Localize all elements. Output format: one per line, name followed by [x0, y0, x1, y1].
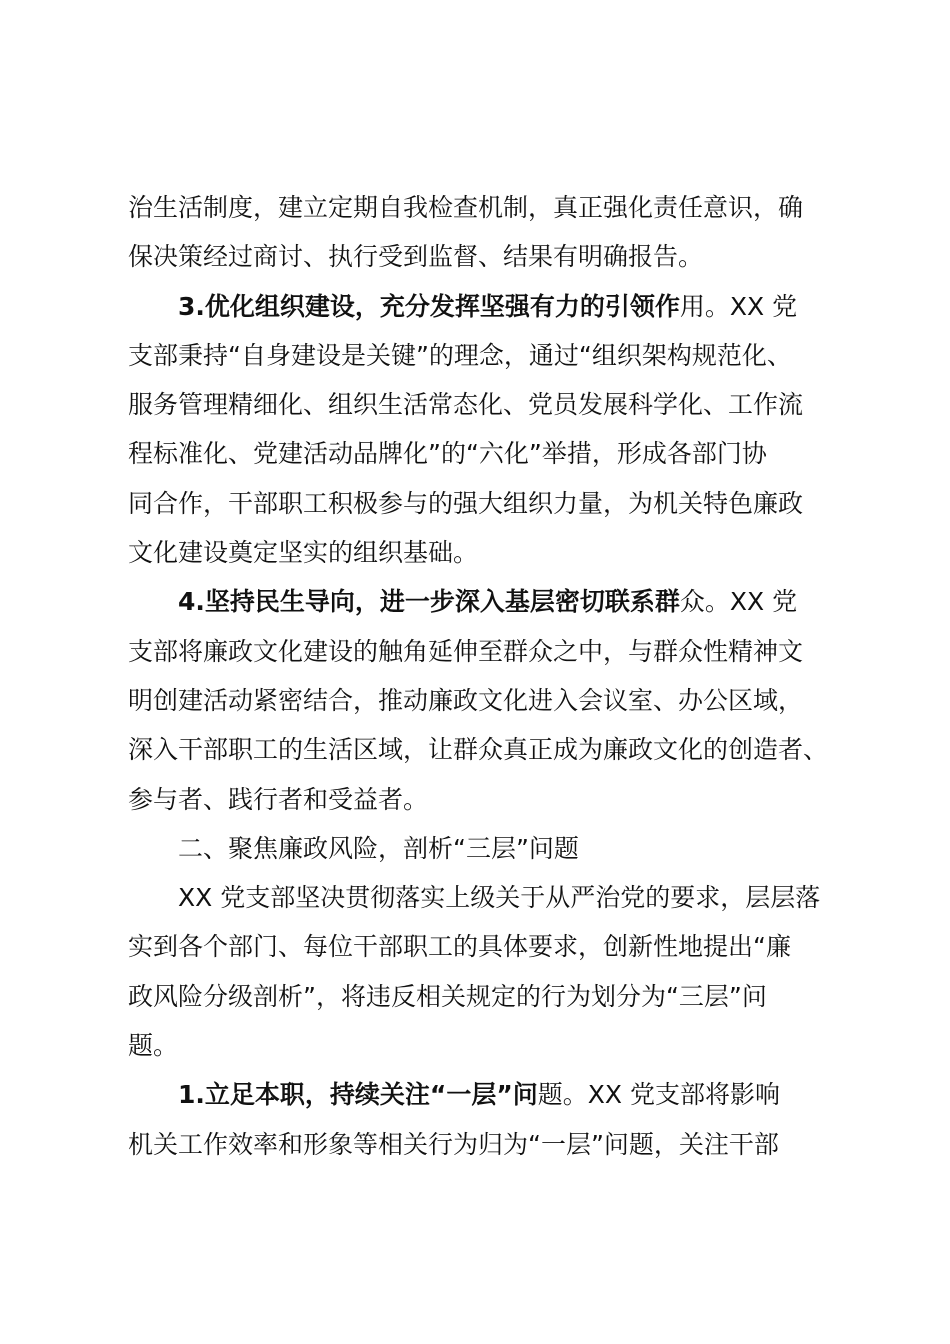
- text-line: 程标准化、党建活动品牌化”的“六化”举措，形成各部门协: [128, 439, 767, 469]
- paragraph-item-3: [128, 282, 848, 578]
- paragraph-item-1: [128, 1070, 848, 1169]
- section-heading: [128, 824, 848, 873]
- text-line: 实到各个部门、每位干部职工的具体要求，创新性地提出“廉: [128, 932, 791, 962]
- paragraph-first-line: XX 党支部坚决贯彻落实上级关于从严治党的要求，层层落: [178, 883, 821, 913]
- text-line: 参与者、践行者和受益者。: [128, 784, 429, 814]
- paragraph-item-4: [128, 577, 848, 823]
- section-title: 二、聚焦廉政风险，剖析“三层”问题: [178, 833, 579, 863]
- paragraph-first-line: [128, 577, 848, 626]
- document-body: [128, 183, 848, 1169]
- text-line: 保决策经过商讨、执行受到监督、结果有明确报告。: [128, 242, 704, 272]
- paragraph-intro: [128, 873, 848, 1070]
- paragraph-first-line: [128, 1070, 848, 1119]
- text-line: 题。: [128, 1031, 179, 1061]
- text-line: 文化建设奠定坚实的组织基础。: [128, 538, 479, 568]
- paragraph-continuation: [128, 183, 848, 282]
- paragraph-heading-tail: 用。XX 党: [679, 291, 798, 321]
- text-line: 治生活制度，建立定期自我检查机制，真正强化责任意识，确: [128, 193, 804, 222]
- text-line: 支部秉持“自身建设是关键”的理念，通过“组织架构规范化、: [128, 340, 792, 370]
- text-line: 机关工作效率和形象等相关行为归为“一层”问题，关注干部: [128, 1129, 779, 1159]
- paragraph-heading: 3.优化组织建设，充分发挥坚强有力的引领作: [178, 291, 680, 321]
- paragraph-first-line: [128, 282, 848, 331]
- paragraph-heading: 4.坚持民生导向，进一步深入基层密切联系群: [178, 587, 680, 617]
- text-line: 服务管理精细化、组织生活常态化、党员发展科学化、工作流: [128, 390, 804, 420]
- paragraph-heading-tail: 题。XX 党支部将影响: [537, 1080, 780, 1110]
- text-line: 明创建活动紧密结合，推动廉政文化进入会议室、办公区域，: [128, 685, 804, 715]
- text-line: 深入干部职工的生活区域，让群众真正成为廉政文化的创造者、: [128, 735, 829, 765]
- paragraph-heading: 1.立足本职，持续关注“一层”问: [178, 1080, 538, 1110]
- text-line: 支部将廉政文化建设的触角延伸至群众之中，与群众性精神文: [128, 636, 804, 666]
- text-line: 同合作，干部职工积极参与的强大组织力量，为机关特色廉政: [128, 488, 804, 518]
- paragraph-heading-tail: 众。XX 党: [679, 587, 798, 617]
- text-line: 政风险分级剖析”，将违反相关规定的行为划分为“三层”问: [128, 981, 767, 1011]
